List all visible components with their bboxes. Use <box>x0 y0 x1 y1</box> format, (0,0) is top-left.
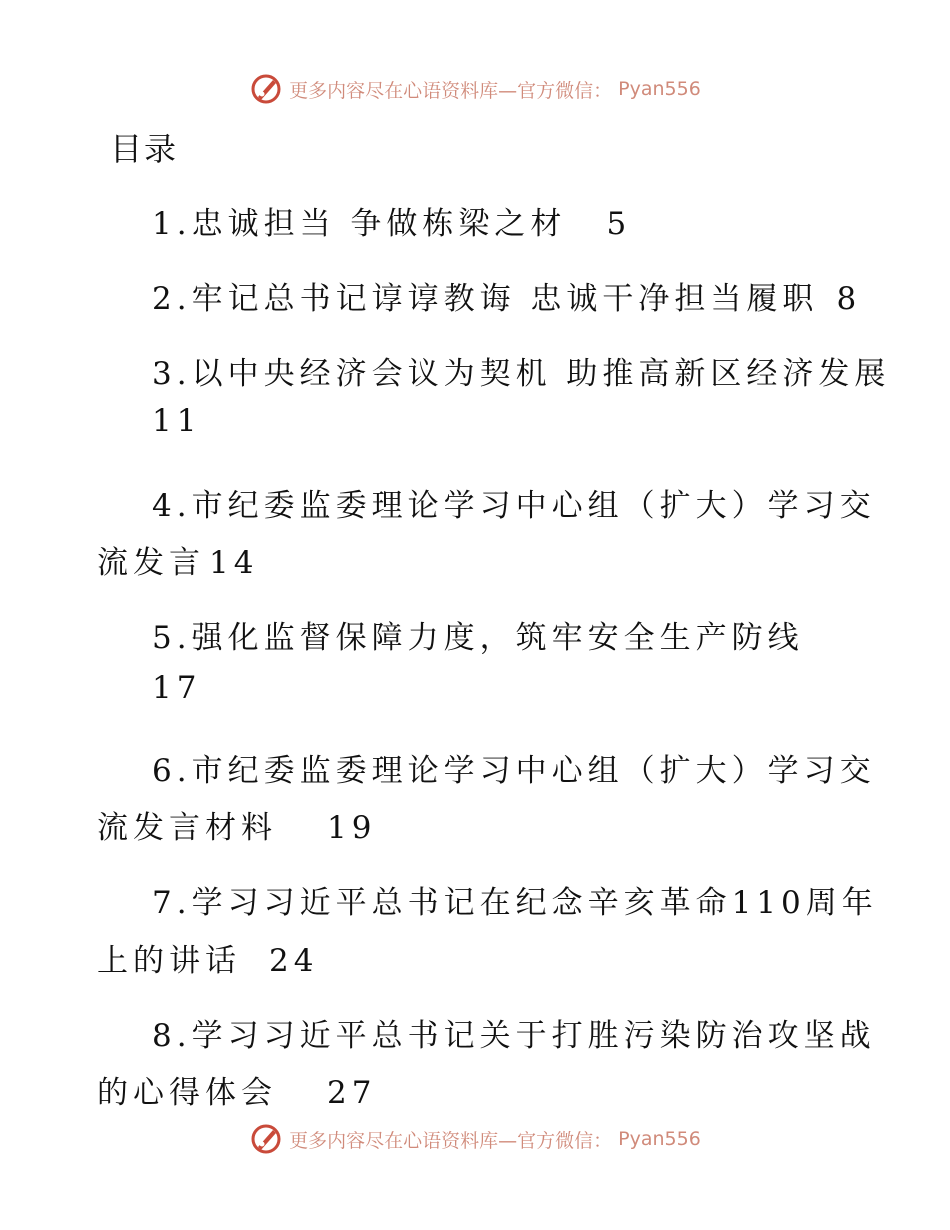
toc-entry-title: 6.市纪委监委理论学习中心组（扩大）学习交 <box>152 753 876 789</box>
toc-entry-7[interactable] <box>152 877 878 922</box>
toc-entry-3[interactable] <box>152 348 890 393</box>
toc-entry-title: 1.忠诚担当 争做栋梁之材 <box>152 206 567 242</box>
toc-entry-title-cont: 上的讲话 <box>97 943 241 979</box>
toc-entry-4[interactable] <box>152 480 876 525</box>
toc-entry-6[interactable] <box>152 745 876 790</box>
watermark-wechat-id: Pyan556 <box>618 78 701 100</box>
toc-entry-title: 5.强化监督保障力度，筑牢安全生产防线 <box>152 620 804 656</box>
toc-title: 目录 <box>110 130 179 168</box>
toc-entry-7-continuation <box>97 935 318 980</box>
toc-entry-6-continuation <box>97 802 376 847</box>
pen-logo-icon <box>249 72 283 106</box>
watermark-text: 更多内容尽在心语资料库—官方微信： <box>289 79 613 102</box>
toc-entry-page: 27 <box>327 1075 377 1111</box>
toc-entry-5-page-line <box>152 670 201 706</box>
toc-entry-title-cont: 的心得体会 <box>97 1075 277 1111</box>
toc-entry-title-cont: 流发言 <box>97 545 205 581</box>
toc-entry-title: 3.以中央经济会议为契机 助推高新区经济发展 <box>152 356 891 392</box>
toc-entry-page: 19 <box>327 810 377 846</box>
toc-entry-8[interactable] <box>152 1010 876 1055</box>
toc-entry-4-continuation <box>97 537 258 582</box>
toc-entry-title-cont: 流发言材料 <box>97 810 277 846</box>
watermark-header <box>0 72 950 106</box>
toc-entry-page: 14 <box>209 545 259 581</box>
toc-entry-title: 4.市纪委监委理论学习中心组（扩大）学习交 <box>152 488 876 524</box>
toc-entry-title: 7.学习习近平总书记在纪念辛亥革命110周年 <box>152 885 878 921</box>
toc-entry-page: 24 <box>269 943 319 979</box>
watermark-wechat-id: Pyan556 <box>618 1128 701 1150</box>
pen-logo-icon <box>249 1122 283 1156</box>
toc-entry-3-page-line <box>152 403 201 439</box>
toc-entry-8-continuation <box>97 1067 376 1112</box>
toc-entry-page: 8 <box>836 281 862 317</box>
toc-entry-page: 11 <box>152 403 202 439</box>
toc-entry-page: 5 <box>606 206 632 242</box>
toc-entry-page: 17 <box>152 670 202 706</box>
toc-entry-2[interactable] <box>152 273 861 318</box>
toc-entry-5[interactable] <box>152 612 804 657</box>
toc-entry-title: 2.牢记总书记谆谆教诲 忠诚干净担当履职 <box>152 281 819 317</box>
watermark-text: 更多内容尽在心语资料库—官方微信： <box>289 1129 613 1152</box>
toc-entry-1[interactable] <box>152 198 631 243</box>
watermark-footer <box>0 1122 950 1156</box>
toc-entry-title: 8.学习习近平总书记关于打胜污染防治攻坚战 <box>152 1018 876 1054</box>
